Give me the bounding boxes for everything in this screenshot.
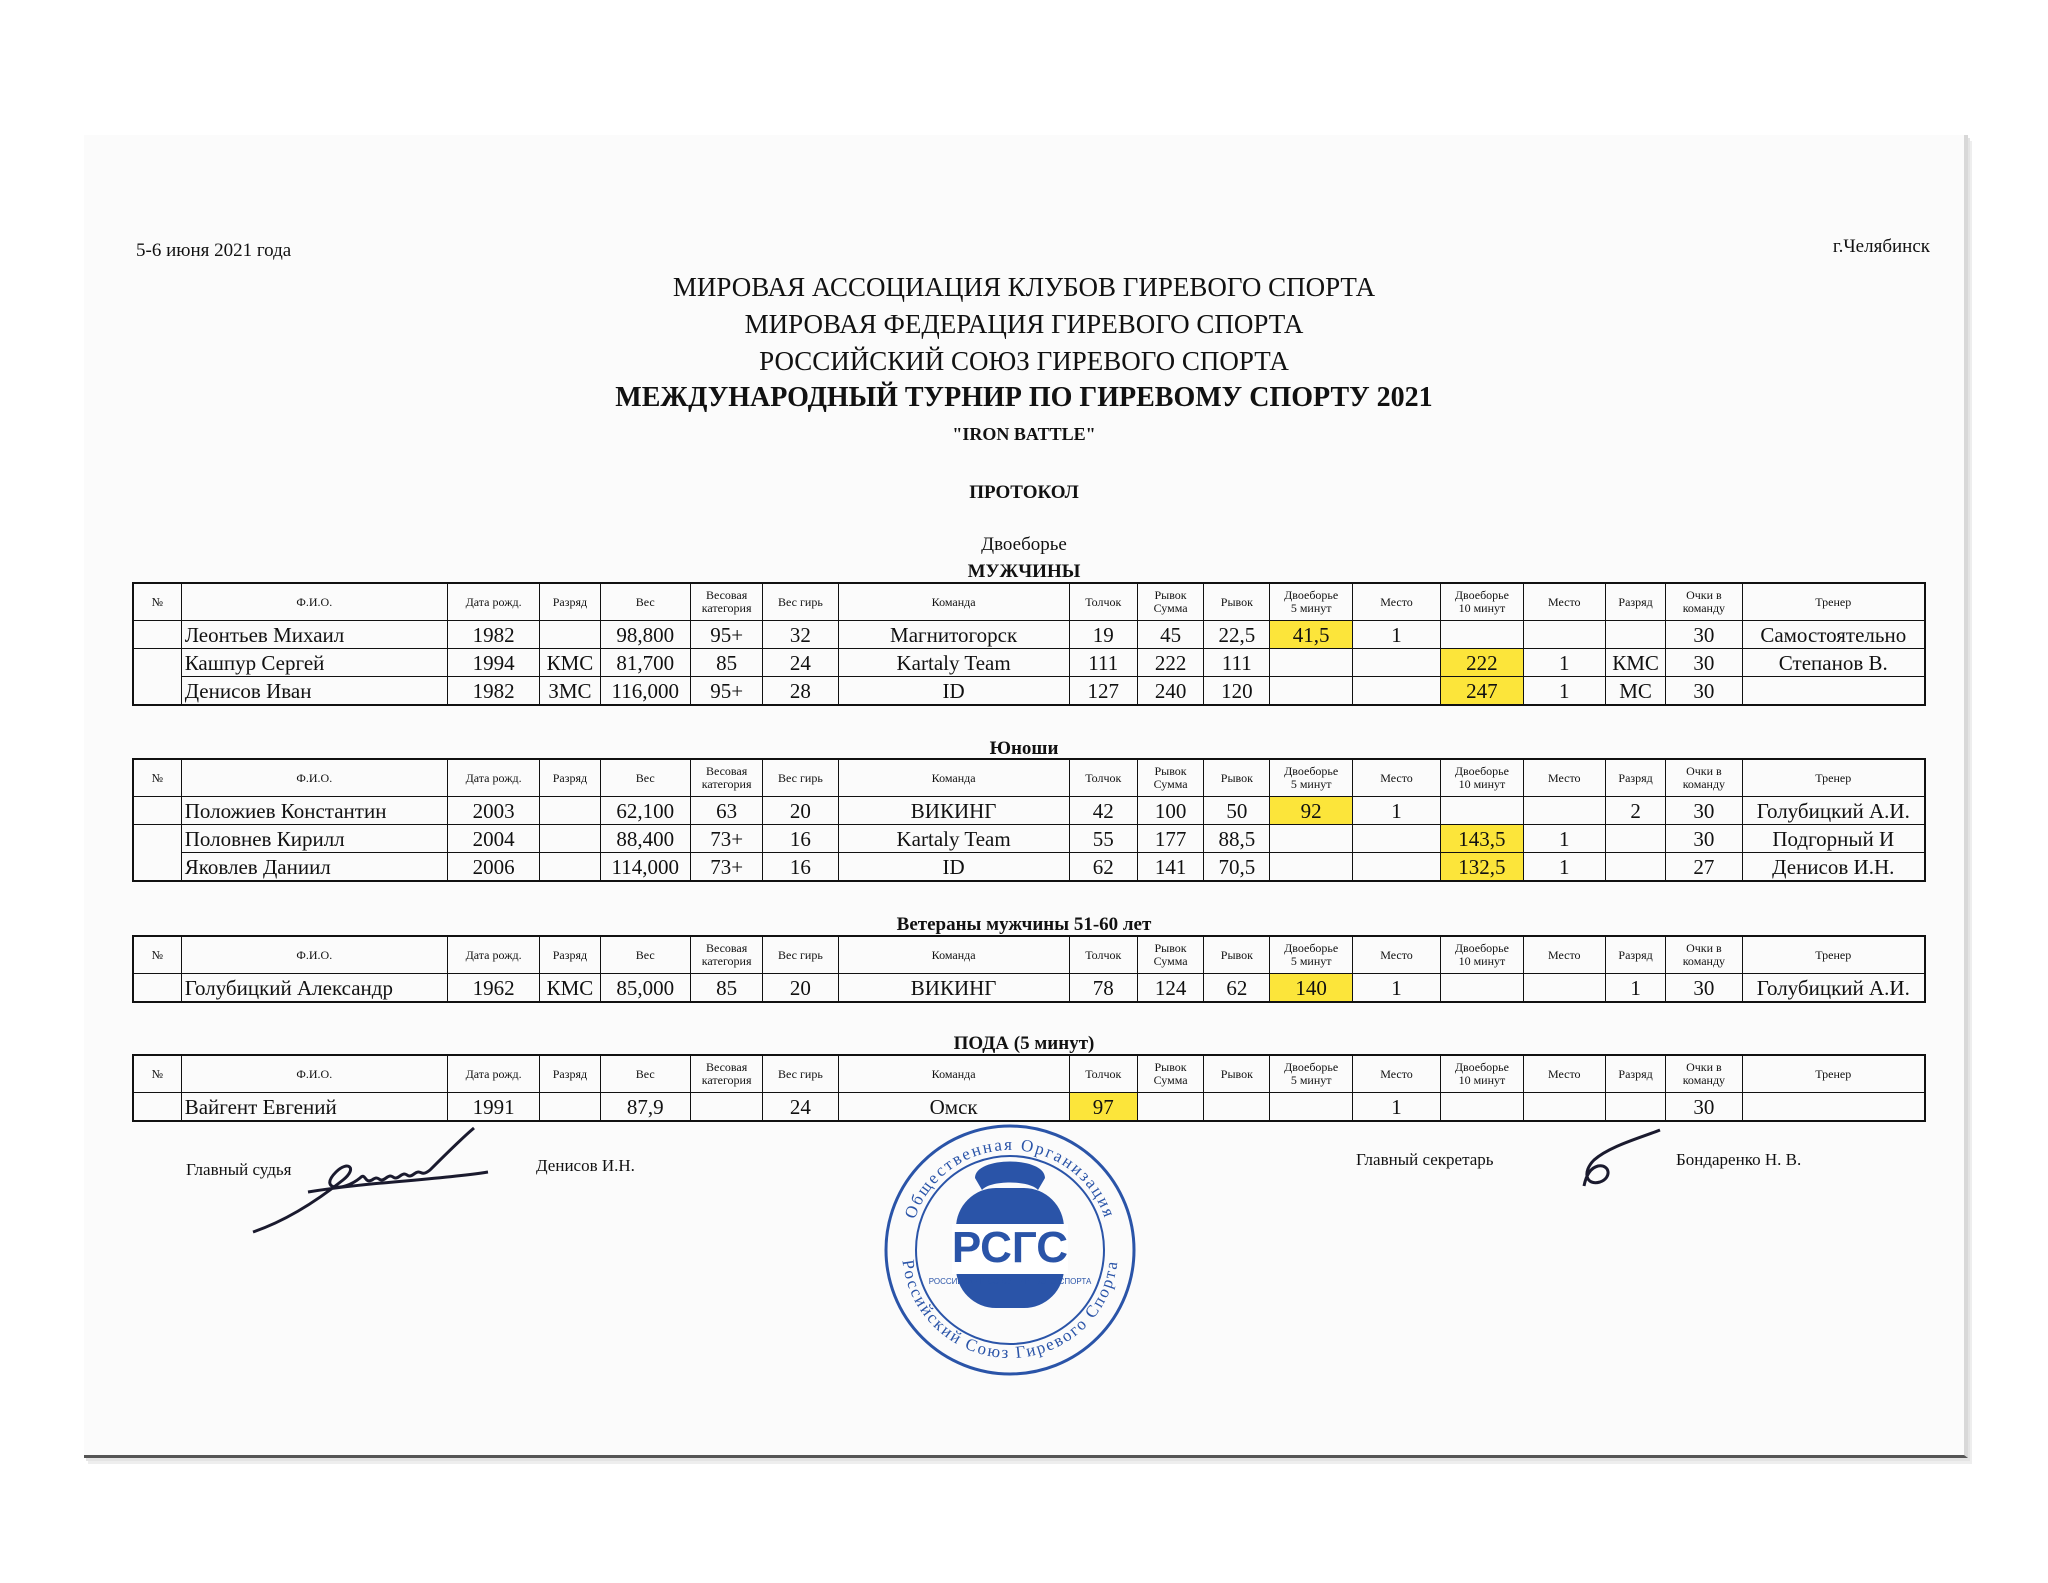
col-weight-header: Вес <box>600 583 690 621</box>
cell-b5 <box>1270 649 1352 677</box>
cell-name: Вайгент Евгений <box>181 1093 447 1122</box>
cell-jerk: 62 <box>1069 853 1137 882</box>
cell-born: 1962 <box>447 974 539 1003</box>
cell-kettlebell: 32 <box>763 621 838 649</box>
cell-points: 30 <box>1666 825 1742 853</box>
cell-rank2 <box>1605 853 1665 882</box>
cell-points: 30 <box>1666 1093 1742 1122</box>
cell-num <box>133 677 181 706</box>
cell-weight: 87,9 <box>600 1093 690 1122</box>
col-name-header: Ф.И.О. <box>181 759 447 797</box>
col-rank-2-header: Разряд <box>1605 1055 1665 1093</box>
col-place-header: Место <box>1352 936 1440 974</box>
col-points-header: Очки в команду <box>1666 1055 1742 1093</box>
cell-snatch-sum: 124 <box>1137 974 1203 1003</box>
cell-team: Kartaly Team <box>838 825 1069 853</box>
col-coach-header: Тренер <box>1742 583 1925 621</box>
cell-snatch-sum <box>1137 1093 1203 1122</box>
col-weight-header: Вес <box>600 936 690 974</box>
cell-name: Яковлев Даниил <box>181 853 447 882</box>
cell-rank: ЗМС <box>540 677 600 706</box>
cell-place: 1 <box>1352 974 1440 1003</box>
cell-snatch: 120 <box>1204 677 1270 706</box>
cell-category: 95+ <box>690 677 762 706</box>
cell-coach: Голубицкий А.И. <box>1742 974 1925 1003</box>
table-header-row <box>133 936 1925 974</box>
cell-jerk: 111 <box>1069 649 1137 677</box>
col-place-header: Место <box>1352 1055 1440 1093</box>
cell-coach <box>1742 677 1925 706</box>
col-born-header: Дата рожд. <box>447 583 539 621</box>
cell-rank <box>540 853 600 882</box>
col-rank-header: Разряд <box>540 759 600 797</box>
cell-name: Леонтьев Михаил <box>181 621 447 649</box>
results-table-poda <box>132 1054 1926 1122</box>
col-rank-2-header: Разряд <box>1605 936 1665 974</box>
col-kettlebell-header: Вес гирь <box>763 1055 838 1093</box>
col-biathlon-10-header: Двоеборье 10 минут <box>1441 759 1523 797</box>
cell-team: Омск <box>838 1093 1069 1122</box>
cell-jerk: 97 <box>1069 1093 1137 1122</box>
cell-jerk: 19 <box>1069 621 1137 649</box>
col-kettlebell-header: Вес гирь <box>763 583 838 621</box>
chief-judge-name: Денисов И.Н. <box>536 1156 635 1175</box>
col-points-header: Очки в команду <box>1666 936 1742 974</box>
cell-place2: 1 <box>1523 677 1605 706</box>
cell-place2: 1 <box>1523 853 1605 882</box>
cell-snatch: 70,5 <box>1204 853 1270 882</box>
col-rank-2-header: Разряд <box>1605 759 1665 797</box>
col-points-header: Очки в команду <box>1666 759 1742 797</box>
col-place-header: Место <box>1352 759 1440 797</box>
results-table-men <box>132 582 1926 706</box>
cell-weight: 88,400 <box>600 825 690 853</box>
cell-rank: КМС <box>540 974 600 1003</box>
cell-b10: 247 <box>1441 677 1523 706</box>
cell-snatch-sum: 222 <box>1137 649 1203 677</box>
table-row <box>133 974 1925 1003</box>
col-born-header: Дата рожд. <box>447 759 539 797</box>
results-table-veterans <box>132 935 1926 1003</box>
cell-points: 30 <box>1666 974 1742 1003</box>
cell-coach: Денисов И.Н. <box>1742 853 1925 882</box>
table-row <box>133 825 1925 853</box>
cell-coach: Самостоятельно <box>1742 621 1925 649</box>
cell-snatch-sum: 45 <box>1137 621 1203 649</box>
cell-b10 <box>1441 621 1523 649</box>
table-row <box>133 853 1925 882</box>
cell-place: 1 <box>1352 621 1440 649</box>
col-rank-2-header: Разряд <box>1605 583 1665 621</box>
protocol-title: ПРОТОКОЛ <box>969 482 1079 503</box>
cell-rank2 <box>1605 621 1665 649</box>
col-category-header: Весовая категория <box>690 583 762 621</box>
section-title-men: МУЖЧИНЫ <box>967 561 1081 582</box>
col-points-header: Очки в команду <box>1666 583 1742 621</box>
col-kettlebell-header: Вес гирь <box>763 936 838 974</box>
table-header-row <box>133 759 1925 797</box>
table-row <box>133 621 1925 649</box>
cell-born: 2003 <box>447 797 539 825</box>
col-snatch-header: Рывок <box>1204 583 1270 621</box>
cell-place2 <box>1523 621 1605 649</box>
col-weight-header: Вес <box>600 759 690 797</box>
cell-category: 73+ <box>690 853 762 882</box>
cell-rank2: КМС <box>1605 649 1665 677</box>
chief-judge-label: Главный судья <box>186 1160 292 1179</box>
cell-team: ID <box>838 677 1069 706</box>
secretary-name: Бондаренко Н. В. <box>1676 1150 1802 1169</box>
col-num-header: № <box>133 583 181 621</box>
cell-snatch: 22,5 <box>1204 621 1270 649</box>
cell-snatch-sum: 141 <box>1137 853 1203 882</box>
cell-category: 85 <box>690 974 762 1003</box>
stamp-ring-bottom-text: Российский Союз Гиревого Спорта <box>898 1258 1122 1363</box>
table-row <box>133 649 1925 677</box>
cell-rank <box>540 1093 600 1122</box>
cell-place2: 1 <box>1523 649 1605 677</box>
cell-num <box>133 853 181 882</box>
col-rank-header: Разряд <box>540 1055 600 1093</box>
stamp-abbreviation: РСГС <box>951 1223 1069 1272</box>
cell-kettlebell: 28 <box>763 677 838 706</box>
cell-team: Kartaly Team <box>838 649 1069 677</box>
cell-weight: 81,700 <box>600 649 690 677</box>
col-biathlon-10-header: Двоеборье 10 минут <box>1441 936 1523 974</box>
cell-rank <box>540 621 600 649</box>
cell-weight: 114,000 <box>600 853 690 882</box>
secretary-label: Главный секретарь <box>1356 1150 1494 1169</box>
cell-category: 85 <box>690 649 762 677</box>
col-team-header: Команда <box>838 936 1069 974</box>
cell-b5 <box>1270 1093 1352 1122</box>
cell-points: 27 <box>1666 853 1742 882</box>
cell-coach <box>1742 1093 1925 1122</box>
cell-place2 <box>1523 797 1605 825</box>
col-biathlon-5-header: Двоеборье 5 минут <box>1270 936 1352 974</box>
stamp-inner-text: РОССИЙСКИЙ СОЮЗ ГИРЕВОГО СПОРТА <box>928 1277 1092 1286</box>
col-category-header: Весовая категория <box>690 1055 762 1093</box>
cell-num <box>133 1093 181 1122</box>
table-row <box>133 797 1925 825</box>
col-rank-header: Разряд <box>540 936 600 974</box>
cell-place: 1 <box>1352 797 1440 825</box>
col-name-header: Ф.И.О. <box>181 583 447 621</box>
col-place-2-header: Место <box>1523 583 1605 621</box>
cell-b5 <box>1270 853 1352 882</box>
col-team-header: Команда <box>838 759 1069 797</box>
org-line-3: РОССИЙСКИЙ СОЮЗ ГИРЕВОГО СПОРТА <box>759 346 1289 376</box>
cell-b5 <box>1270 825 1352 853</box>
col-jerk-header: Толчок <box>1069 759 1137 797</box>
cell-rank: КМС <box>540 649 600 677</box>
cell-points: 30 <box>1666 797 1742 825</box>
cell-snatch-sum: 177 <box>1137 825 1203 853</box>
col-coach-header: Тренер <box>1742 759 1925 797</box>
cell-b5: 41,5 <box>1270 621 1352 649</box>
col-biathlon-5-header: Двоеборье 5 минут <box>1270 1055 1352 1093</box>
cell-b5: 140 <box>1270 974 1352 1003</box>
cell-place <box>1352 825 1440 853</box>
cell-b10: 143,5 <box>1441 825 1523 853</box>
cell-coach: Подгорный И <box>1742 825 1925 853</box>
cell-snatch-sum: 100 <box>1137 797 1203 825</box>
cell-b5: 92 <box>1270 797 1352 825</box>
col-num-header: № <box>133 936 181 974</box>
cell-b10: 132,5 <box>1441 853 1523 882</box>
col-born-header: Дата рожд. <box>447 936 539 974</box>
cell-num <box>133 649 181 677</box>
kettlebell-handle-icon <box>975 1162 1045 1191</box>
cell-b5 <box>1270 677 1352 706</box>
col-name-header: Ф.И.О. <box>181 936 447 974</box>
cell-place2 <box>1523 1093 1605 1122</box>
cell-born: 1994 <box>447 649 539 677</box>
cell-snatch: 88,5 <box>1204 825 1270 853</box>
col-snatch-sum-header: Рывок Сумма <box>1137 1055 1203 1093</box>
col-place-header: Место <box>1352 583 1440 621</box>
section-title-veterans: Ветераны мужчины 51-60 лет <box>896 914 1152 935</box>
cell-weight: 116,000 <box>600 677 690 706</box>
cell-category: 63 <box>690 797 762 825</box>
col-snatch-header: Рывок <box>1204 1055 1270 1093</box>
cell-num <box>133 621 181 649</box>
cell-name: Положиев Константин <box>181 797 447 825</box>
cell-rank2: 2 <box>1605 797 1665 825</box>
cell-snatch: 111 <box>1204 649 1270 677</box>
org-line-1: МИРОВАЯ АССОЦИАЦИЯ КЛУБОВ ГИРЕВОГО СПОРТА <box>672 272 1376 302</box>
cell-rank2 <box>1605 825 1665 853</box>
col-biathlon-5-header: Двоеборье 5 минут <box>1270 583 1352 621</box>
col-biathlon-10-header: Двоеборье 10 минут <box>1441 583 1523 621</box>
cell-team: Магнитогорск <box>838 621 1069 649</box>
col-weight-header: Вес <box>600 1055 690 1093</box>
cell-snatch: 62 <box>1204 974 1270 1003</box>
col-place-2-header: Место <box>1523 936 1605 974</box>
cell-team: ВИКИНГ <box>838 974 1069 1003</box>
chief-judge-signature <box>248 1120 518 1240</box>
col-snatch-sum-header: Рывок Сумма <box>1137 759 1203 797</box>
cell-snatch-sum: 240 <box>1137 677 1203 706</box>
col-snatch-header: Рывок <box>1204 759 1270 797</box>
col-num-header: № <box>133 1055 181 1093</box>
table-row <box>133 677 1925 706</box>
cell-place <box>1352 853 1440 882</box>
cell-born: 2004 <box>447 825 539 853</box>
col-biathlon-10-header: Двоеборье 10 минут <box>1441 1055 1523 1093</box>
col-rank-header: Разряд <box>540 583 600 621</box>
col-num-header: № <box>133 759 181 797</box>
discipline-title: Двоеборье <box>981 534 1067 555</box>
results-table-juniors <box>132 758 1926 882</box>
cell-born: 1982 <box>447 621 539 649</box>
cell-kettlebell: 24 <box>763 649 838 677</box>
col-team-header: Команда <box>838 1055 1069 1093</box>
cell-num <box>133 974 181 1003</box>
cell-weight: 98,800 <box>600 621 690 649</box>
col-category-header: Весовая категория <box>690 759 762 797</box>
cell-name: Голубицкий Александр <box>181 974 447 1003</box>
cell-b10 <box>1441 974 1523 1003</box>
cell-num <box>133 825 181 853</box>
document-city: г.Челябинск <box>1832 236 1930 257</box>
col-snatch-sum-header: Рывок Сумма <box>1137 936 1203 974</box>
cell-num <box>133 797 181 825</box>
cell-coach: Степанов В. <box>1742 649 1925 677</box>
table-row <box>133 1093 1925 1122</box>
cell-points: 30 <box>1666 649 1742 677</box>
col-place-2-header: Место <box>1523 759 1605 797</box>
cell-rank <box>540 797 600 825</box>
cell-b10 <box>1441 1093 1523 1122</box>
cell-category <box>690 1093 762 1122</box>
col-biathlon-5-header: Двоеборье 5 минут <box>1270 759 1352 797</box>
cell-coach: Голубицкий А.И. <box>1742 797 1925 825</box>
cell-category: 95+ <box>690 621 762 649</box>
col-snatch-sum-header: Рывок Сумма <box>1137 583 1203 621</box>
cell-category: 73+ <box>690 825 762 853</box>
table-header-row <box>133 583 1925 621</box>
cell-place <box>1352 649 1440 677</box>
cell-rank <box>540 825 600 853</box>
cell-rank2 <box>1605 1093 1665 1122</box>
organization-stamp <box>880 1120 1140 1380</box>
cell-team: ID <box>838 853 1069 882</box>
cell-name: Половнев Кирилл <box>181 825 447 853</box>
cell-born: 2006 <box>447 853 539 882</box>
col-jerk-header: Толчок <box>1069 936 1137 974</box>
cell-weight: 62,100 <box>600 797 690 825</box>
col-name-header: Ф.И.О. <box>181 1055 447 1093</box>
cell-born: 1991 <box>447 1093 539 1122</box>
cell-jerk: 78 <box>1069 974 1137 1003</box>
table-header-row <box>133 1055 1925 1093</box>
cell-jerk: 127 <box>1069 677 1137 706</box>
section-title-juniors: Юноши <box>989 738 1059 759</box>
col-coach-header: Тренер <box>1742 1055 1925 1093</box>
stamp-ring-top-text: Общественная Организация <box>900 1134 1120 1222</box>
cell-kettlebell: 24 <box>763 1093 838 1122</box>
cell-rank2: МС <box>1605 677 1665 706</box>
tournament-title: МЕЖДУНАРОДНЫЙ ТУРНИР ПО ГИРЕВОМУ СПОРТУ 2021 <box>615 382 1433 413</box>
col-kettlebell-header: Вес гирь <box>763 759 838 797</box>
cell-kettlebell: 16 <box>763 853 838 882</box>
cell-b10 <box>1441 797 1523 825</box>
secretary-signature <box>1560 1124 1670 1194</box>
col-born-header: Дата рожд. <box>447 1055 539 1093</box>
cell-kettlebell: 20 <box>763 974 838 1003</box>
col-coach-header: Тренер <box>1742 936 1925 974</box>
cell-name: Кашпур Сергей <box>181 649 447 677</box>
section-title-poda: ПОДА (5 минут) <box>953 1033 1095 1054</box>
cell-jerk: 42 <box>1069 797 1137 825</box>
col-place-2-header: Место <box>1523 1055 1605 1093</box>
cell-weight: 85,000 <box>600 974 690 1003</box>
cell-b10: 222 <box>1441 649 1523 677</box>
cell-snatch <box>1204 1093 1270 1122</box>
col-snatch-header: Рывок <box>1204 936 1270 974</box>
tournament-subtitle: "IRON BATTLE" <box>952 424 1096 444</box>
cell-place2: 1 <box>1523 825 1605 853</box>
cell-kettlebell: 16 <box>763 825 838 853</box>
org-line-2: МИРОВАЯ ФЕДЕРАЦИЯ ГИРЕВОГО СПОРТА <box>744 309 1304 339</box>
cell-points: 30 <box>1666 621 1742 649</box>
col-team-header: Команда <box>838 583 1069 621</box>
col-jerk-header: Толчок <box>1069 1055 1137 1093</box>
cell-place2 <box>1523 974 1605 1003</box>
document-date: 5-6 июня 2021 года <box>136 240 292 261</box>
cell-jerk: 55 <box>1069 825 1137 853</box>
cell-snatch: 50 <box>1204 797 1270 825</box>
cell-kettlebell: 20 <box>763 797 838 825</box>
cell-points: 30 <box>1666 677 1742 706</box>
col-category-header: Весовая категория <box>690 936 762 974</box>
cell-place: 1 <box>1352 1093 1440 1122</box>
cell-team: ВИКИНГ <box>838 797 1069 825</box>
col-jerk-header: Толчок <box>1069 583 1137 621</box>
cell-rank2: 1 <box>1605 974 1665 1003</box>
cell-born: 1982 <box>447 677 539 706</box>
cell-name: Денисов Иван <box>181 677 447 706</box>
cell-place <box>1352 677 1440 706</box>
